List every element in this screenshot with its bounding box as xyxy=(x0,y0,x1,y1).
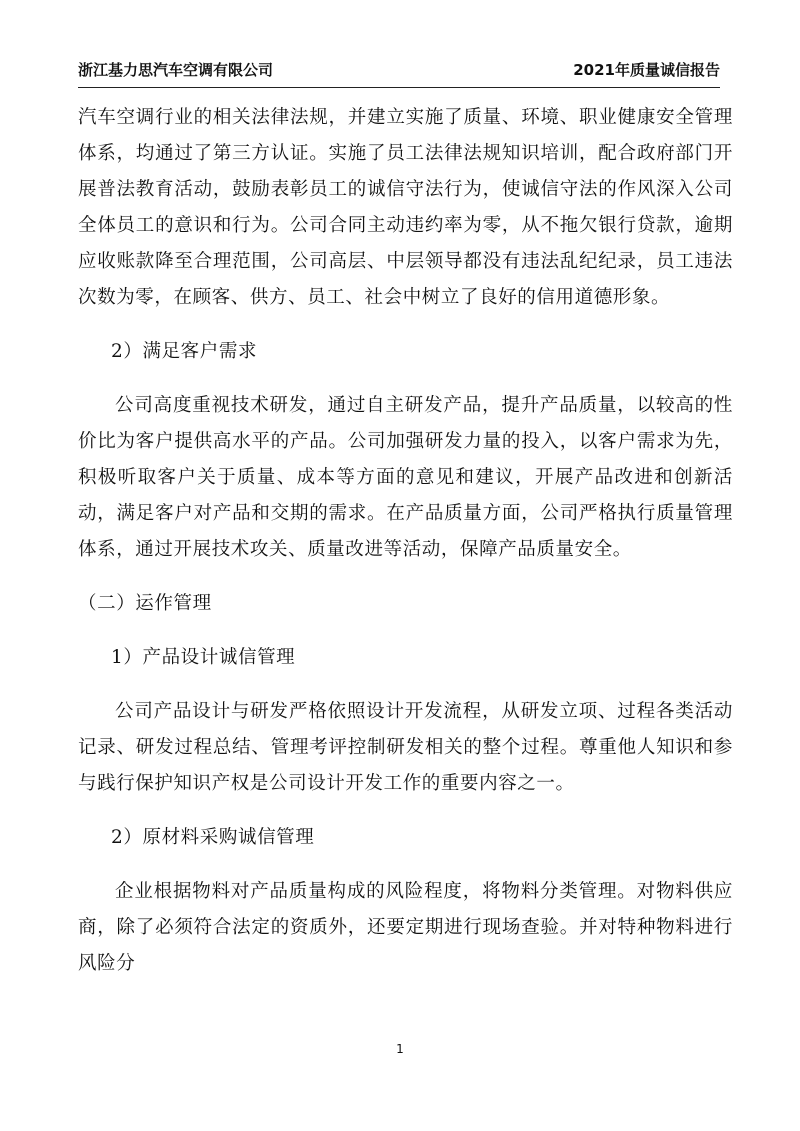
section-heading-product-design: 1）产品设计诚信管理 xyxy=(111,647,296,668)
section-heading-operation-management: （二）运作管理 xyxy=(78,593,212,614)
section-heading-material-purchasing: 2）原材料采购诚信管理 xyxy=(111,827,315,848)
document-body xyxy=(78,100,733,982)
paragraph-law-compliance: 汽车空调行业的相关法律法规，并建立实施了质量、环境、职业健康安全管理体系，均通过了第三方认证。实施了员工法律法规知识培训，配合政府部门开展普法教育活动，鼓励表彰员工的诚信守法行为，使诚信守法的作风深入公司全体员工的意识和行为。公司合同主动违约率为零，从不拖欠银行贷款，逾期应收账款降至合理范围，公司高层、中层领导都没有违法乱纪纪录，员工违法次数为零，在顾客、供方、员工、社会中树立了良好的信用道德形象。 xyxy=(78,107,733,308)
paragraph-customer-needs: 公司高度重视技术研发，通过自主研发产品，提升产品质量，以较高的性价比为客户提供高水平的产品。公司加强研发力量的投入，以客户需求为先，积极听取客户关于质量、成本等方面的意见和建议，开展产品改进和创新活动，满足客户对产品和交期的需求。在产品质量方面，公司严格执行质量管理体系，通过开展技术攻关、质量改进等活动，保障产品质量安全。 xyxy=(78,395,733,560)
page-number: 1 xyxy=(396,1042,404,1056)
company-name: 浙江基力思汽车空调有限公司 xyxy=(78,61,274,79)
page-header xyxy=(78,51,720,88)
paragraph-material-purchasing: 企业根据物料对产品质量构成的风险程度，将物料分类管理。对物料供应商，除了必须符合法定的资质外，还要定期进行现场查验。并对特种物料进行风险分 xyxy=(78,881,733,974)
paragraph-product-design: 公司产品设计与研发严格依照设计开发流程，从研发立项、过程各类活动记录、研发过程总结、管理考评控制研发相关的整个过程。尊重他人知识和参与践行保护知识产权是公司设计开发工作的重要内容之一。 xyxy=(78,701,733,794)
report-title: 2021年质量诚信报告 xyxy=(573,61,720,79)
section-heading-customer-needs: 2）满足客户需求 xyxy=(111,341,258,362)
